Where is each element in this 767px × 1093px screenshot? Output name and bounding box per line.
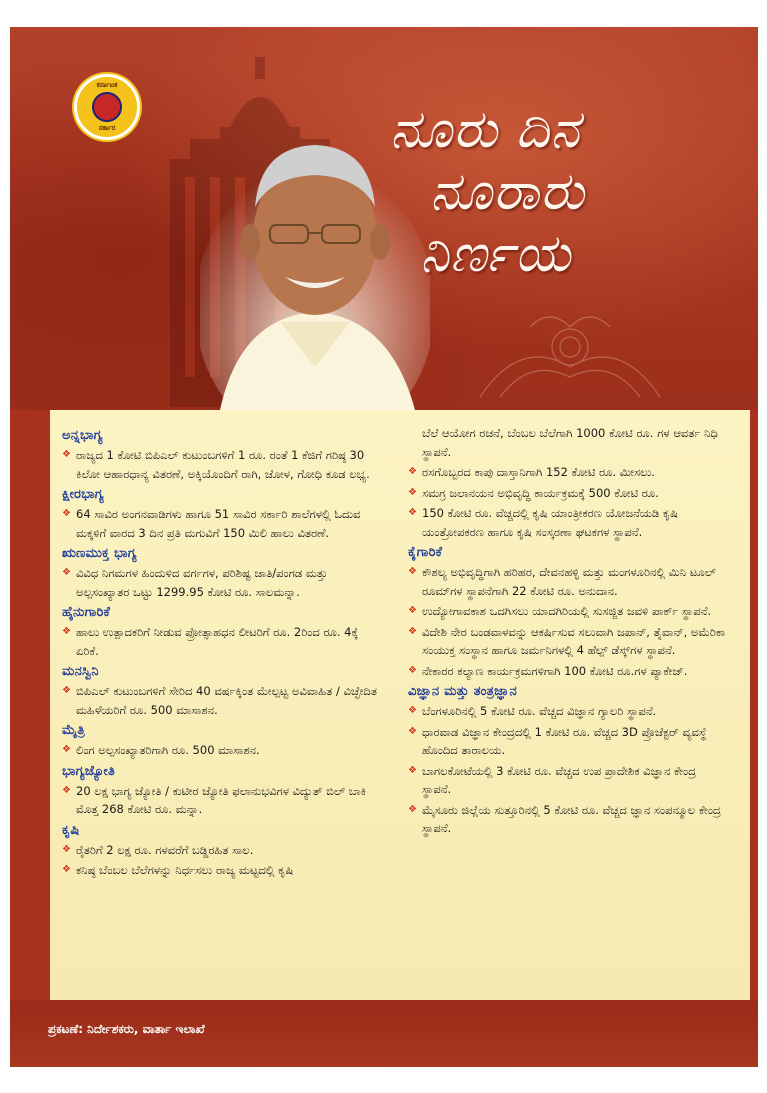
section-ksheerabhagya xyxy=(62,487,382,542)
list-item: ❖ 20 ಲಕ್ಷ ಭಾಗ್ಯ ಜ್ಯೋತಿ / ಕುಟೀರ ಜ್ಯೋತಿ ಫಲಾನುಭವಿಗಳ ವಿದ್ಯುತ್ ಬಿಲ್ ಬಾಕಿ ಮೊತ್ತ 268 ಕೋಟಿ ರೂ. ಮನ್ನಾ. xyxy=(62,783,367,816)
list-item: ❖ ಬೆಂಗಳೂರಿನಲ್ಲಿ 5 ಕೋಟಿ ರೂ. ವೆಚ್ಚದ ವಿಜ್ಞಾನ ಗ್ಯಾಲರಿ ಸ್ಥಾಪನೆ. xyxy=(408,702,728,721)
hero-banner xyxy=(10,27,758,410)
list-item: ❖ ಬಿಪಿಎಲ್ ಕುಟುಂಬಗಳಿಗೆ ಸೇರಿದ 40 ವರ್ಷಕ್ಕಿಂತ ಮೇಲ್ಪಟ್ಟ ಅವಿವಾಹಿತ / ವಿಚ್ಛೇದಿತ ಮಹಿಳೆಯರಿಗೆ ರೂ. 500 ಮಾಸಾಶನ. xyxy=(62,684,377,717)
section-title: ಕೃಷಿ xyxy=(62,822,80,838)
section-hainugarike xyxy=(62,605,382,660)
right-column xyxy=(408,424,728,840)
section-title: ಹೈನುಗಾರಿಕೆ xyxy=(62,605,111,620)
section-title: ಕ್ಷೀರಭಾಗ್ಯ xyxy=(62,487,104,502)
section-maitri xyxy=(62,723,382,760)
decorative-motif xyxy=(470,307,670,407)
diamond-bullet-icon: ❖ xyxy=(408,803,417,815)
poster xyxy=(10,27,758,1067)
list-item: ❖ ಮೈಸೂರು ಜಿಲ್ಲೆಯ ಸುತ್ತೂರಿನಲ್ಲಿ 5 ಕೋಟಿ ರೂ. ವೆಚ್ಚದ ಜ್ಞಾನ ಸಂಪನ್ಮೂಲ ಕೇಂದ್ರ ಸ್ಥಾಪನೆ. xyxy=(408,802,721,835)
diamond-bullet-icon: ❖ xyxy=(62,843,71,855)
diamond-bullet-icon: ❖ xyxy=(62,864,71,875)
list-item: ❖ ಸಮಗ್ರ ಜಲಾನಯನ ಅಭಿವೃದ್ಧಿ ಕಾರ್ಯಕ್ರಮಕ್ಕೆ 500 ಕೋಟಿ ರೂ. xyxy=(408,484,728,503)
seal-text-bottom: ಸರ್ಕಾರ xyxy=(98,124,116,132)
section-manasvini xyxy=(62,664,382,719)
list-item: ❖ ವಿದೇಶಿ ನೇರ ಬಂಡವಾಳವನ್ನು ಆಕರ್ಷಿಸುವ ಸಲುವಾಗಿ ಜಪಾನ್, ತೈವಾನ್, ಅಮೆರಿಕಾ ಸಂಯುಕ್ತ ಸಂಸ್ಥಾನ ಹಾಗೂ ಜರ್ಮನಿಗಳಲ್ಲಿ 4 ಹೆಲ್ಪ್ ಡೆಸ್ಕ್‌ಗಳ ಸ್ಥಾಪನೆ. xyxy=(408,624,726,657)
diamond-bullet-icon: ❖ xyxy=(408,566,417,577)
section-title: ಮನಸ್ವಿನಿ xyxy=(62,664,99,679)
headline xyxy=(390,99,730,285)
list-item-continuation: ಬೆಲೆ ಆಯೋಗ ರಚನೆ, ಬೆಂಬಲ ಬೆಲೆಗಾಗಿ 1000 ಕೋಟಿ ರೂ. ಗಳ ಆವರ್ತ ನಿಧಿ ಸ್ಥಾಪನೆ. xyxy=(422,426,718,459)
section-title: ಅನ್ನಭಾಗ್ಯ xyxy=(62,428,103,443)
diamond-bullet-icon: ❖ xyxy=(62,744,71,755)
headline-line-3: ನಿರ್ಣಯ xyxy=(420,224,572,284)
section-title: ಋಣಮುಕ್ತ ಭಾಗ್ಯ xyxy=(62,546,137,561)
section-krishi xyxy=(62,823,382,880)
section-annabhagya xyxy=(62,428,382,483)
diamond-bullet-icon: ❖ xyxy=(408,605,417,616)
diamond-bullet-icon: ❖ xyxy=(62,784,71,796)
list-item: ❖ ಕನಿಷ್ಠ ಬೆಂಬಲ ಬೆಲೆಗಳನ್ನು ನಿರ್ಧಸಲು ರಾಜ್ಯ ಮಟ್ಟದಲ್ಲಿ ಕೃಷಿ xyxy=(62,861,382,880)
diamond-bullet-icon: ❖ xyxy=(62,685,71,696)
section-title: ಕೈಗಾರಿಕೆ xyxy=(408,545,443,560)
diamond-bullet-icon: ❖ xyxy=(408,664,417,676)
footer-band xyxy=(10,1000,758,1067)
publisher-credit: ಪ್ರಕಟಣೆ: ನಿರ್ದೇಶಕರು, ವಾರ್ತಾ ಇಲಾಖೆ xyxy=(48,1022,205,1036)
diamond-bullet-icon: ❖ xyxy=(408,764,417,776)
emblem-icon xyxy=(92,92,122,122)
diamond-bullet-icon: ❖ xyxy=(408,705,417,716)
diamond-bullet-icon: ❖ xyxy=(408,625,417,637)
diamond-bullet-icon: ❖ xyxy=(62,626,71,637)
list-item: ❖ ಉದ್ಯೋಗಾವಕಾಶ ಒದಗಿಸಲು ಯಾದಗಿರಿಯಲ್ಲಿ ಸುಸಜ್ಜಿತ ಜವಳಿ ಪಾರ್ಕ್ ಸ್ಥಾಪನೆ. xyxy=(408,602,728,621)
list-item: ❖ ಹಾಲು ಉತ್ಪಾದಕರಿಗೆ ನೀಡುವ ಪ್ರೋತ್ಸಾಹಧನ ಲೀಟರಿಗೆ ರೂ. 2ರಿಂದ ರೂ. 4ಕ್ಕೆ ಏರಿಕೆ. xyxy=(62,625,359,658)
list-item: ❖ 150 ಕೋಟಿ ರೂ. ವೆಚ್ಚದಲ್ಲಿ ಕೃಷಿ ಯಾಂತ್ರೀಕರಣ ಯೋಜನೆಯಡಿ ಕೃಷಿ ಯಂತ್ರೋಪಕರಣ ಹಾಗೂ ಕೃಷಿ ಸಂಸ್ಕರಣಾ ಘಟಕಗಳ ಸ್ಥಾಪನೆ. xyxy=(408,506,678,539)
diamond-bullet-icon: ❖ xyxy=(62,449,71,460)
content-panel xyxy=(50,410,750,1000)
karnataka-govt-seal xyxy=(74,74,140,140)
section-title: ಮೈತ್ರಿ xyxy=(62,723,85,738)
list-item: ❖ ರಾಜ್ಯದ 1 ಕೋಟಿ ಬಿಪಿಎಲ್ ಕುಟುಂಬಗಳಿಗೆ 1 ರೂ. ರಂತೆ 1 ಕೆಜಿಗೆ ಗರಿಷ್ಠ 30 ಕಿಲೋ ಆಹಾರಧಾನ್ಯ ವಿತರಣೆ, ಅಕ್ಕಿಯೊಂದಿಗೆ ರಾಗಿ, ಜೋಳ, ಗೋಧಿ ಕೂಡ ಲಭ್ಯ. xyxy=(62,448,370,481)
section-title: ವಿಜ್ಞಾನ ಮತ್ತು ತಂತ್ರಜ್ಞಾನ xyxy=(408,684,517,699)
list-item: ❖ ರೈತರಿಗೆ 2 ಲಕ್ಷ ರೂ. ಗಳವರೆಗೆ ಬಡ್ಡಿರಹಿತ ಸಾಲ. xyxy=(62,841,382,860)
section-runamukta xyxy=(62,546,382,601)
section-bhagyajyoti xyxy=(62,764,382,819)
list-item: ❖ ರಸಗೊಬ್ಬರದ ಕಾಪು ದಾಸ್ತಾನಿಗಾಗಿ 152 ಕೋಟಿ ರೂ. ಮೀಸಲು. xyxy=(408,463,728,482)
list-item: ❖ ಲಿಂಗ ಅಲ್ಪಸಂಖ್ಯಾತರಿಗಾಗಿ ರೂ. 500 ಮಾಸಾಶನ. xyxy=(62,741,382,760)
list-item: ❖ 64 ಸಾವಿರ ಅಂಗನವಾಡಿಗಳು ಹಾಗೂ 51 ಸಾವಿರ ಸರ್ಕಾರಿ ಶಾಲೆಗಳಲ್ಲಿ ಓದುವ ಮಕ್ಕಳಿಗೆ ವಾರದ 3 ದಿನ ಪ್ರತಿ ಮಗುವಿಗೆ 150 ಮಿಲಿ ಹಾಲು ವಿತರಣೆ. xyxy=(62,507,361,540)
list-item: ❖ ವಿವಿಧ ನಿಗಮಗಳ ಹಿಂದುಳಿದ ವರ್ಗಗಳ, ಪರಿಶಿಷ್ಟ ಜಾತಿ/ಪಂಗಡ ಮತ್ತು ಅಲ್ಪಸಂಖ್ಯಾತರ ಒಟ್ಟು 1299.95 ಕೋಟಿ ರೂ. ಸಾಲಮನ್ನಾ. xyxy=(62,566,328,599)
section-kaigarike xyxy=(408,545,728,680)
list-item: ❖ ಬಾಗಲಕೋಟೆಯಲ್ಲಿ 3 ಕೋಟಿ ರೂ. ವೆಚ್ಚದ ಉಪ ಪ್ರಾದೇಶಿಕ ವಿಜ್ಞಾನ ಕೇಂದ್ರ ಸ್ಥಾಪನೆ. xyxy=(408,763,697,796)
diamond-bullet-icon: ❖ xyxy=(62,508,71,519)
diamond-bullet-icon: ❖ xyxy=(408,466,417,477)
list-item: ❖ ಕೌಶಲ್ಯ ಅಭಿವೃದ್ಧಿಗಾಗಿ ಹರಿಹರ, ದೇವನಹಳ್ಳಿ ಮತ್ತು ಮಂಗಳೂರಿನಲ್ಲಿ ಮಿನಿ ಟೂಲ್ ರೂಮ್‌ಗಳ ಸ್ಥಾಪನೆಗಾಗಿ 22 ಕೋಟಿ ರೂ. ಅನುದಾನ. xyxy=(408,565,716,598)
diamond-bullet-icon: ❖ xyxy=(408,486,417,498)
diamond-bullet-icon: ❖ xyxy=(62,567,71,578)
seal-text-top: ಕರ್ನಾಟಕ xyxy=(96,81,118,89)
list-item: ❖ ನೇಕಾರರ ಕಲ್ಯಾಣ ಕಾರ್ಯಕ್ರಮಗಳಿಗಾಗಿ 100 ಕೋಟಿ ರೂ.ಗಳ ಪ್ಯಾಕೇಜ್. xyxy=(408,662,728,681)
diamond-bullet-icon: ❖ xyxy=(408,507,417,518)
list-item: ❖ ಧಾರವಾಡ ವಿಜ್ಞಾನ ಕೇಂದ್ರದಲ್ಲಿ 1 ಕೋಟಿ ರೂ. ವೆಚ್ಚದ 3D ಪ್ರೊಜೆಕ್ಟರ್ ವ್ಯವಸ್ಥೆ ಹೊಂದಿದ ತಾರಾಲಯ. xyxy=(408,724,707,757)
left-column xyxy=(62,424,382,882)
section-science-technology xyxy=(408,684,728,838)
section-title: ಭಾಗ್ಯಜ್ಯೋತಿ xyxy=(62,763,116,779)
headline-line-1: ನೂರು ದಿನ xyxy=(390,100,581,160)
diamond-bullet-icon: ❖ xyxy=(408,725,417,737)
headline-line-2: ನೂರಾರು xyxy=(430,162,585,222)
